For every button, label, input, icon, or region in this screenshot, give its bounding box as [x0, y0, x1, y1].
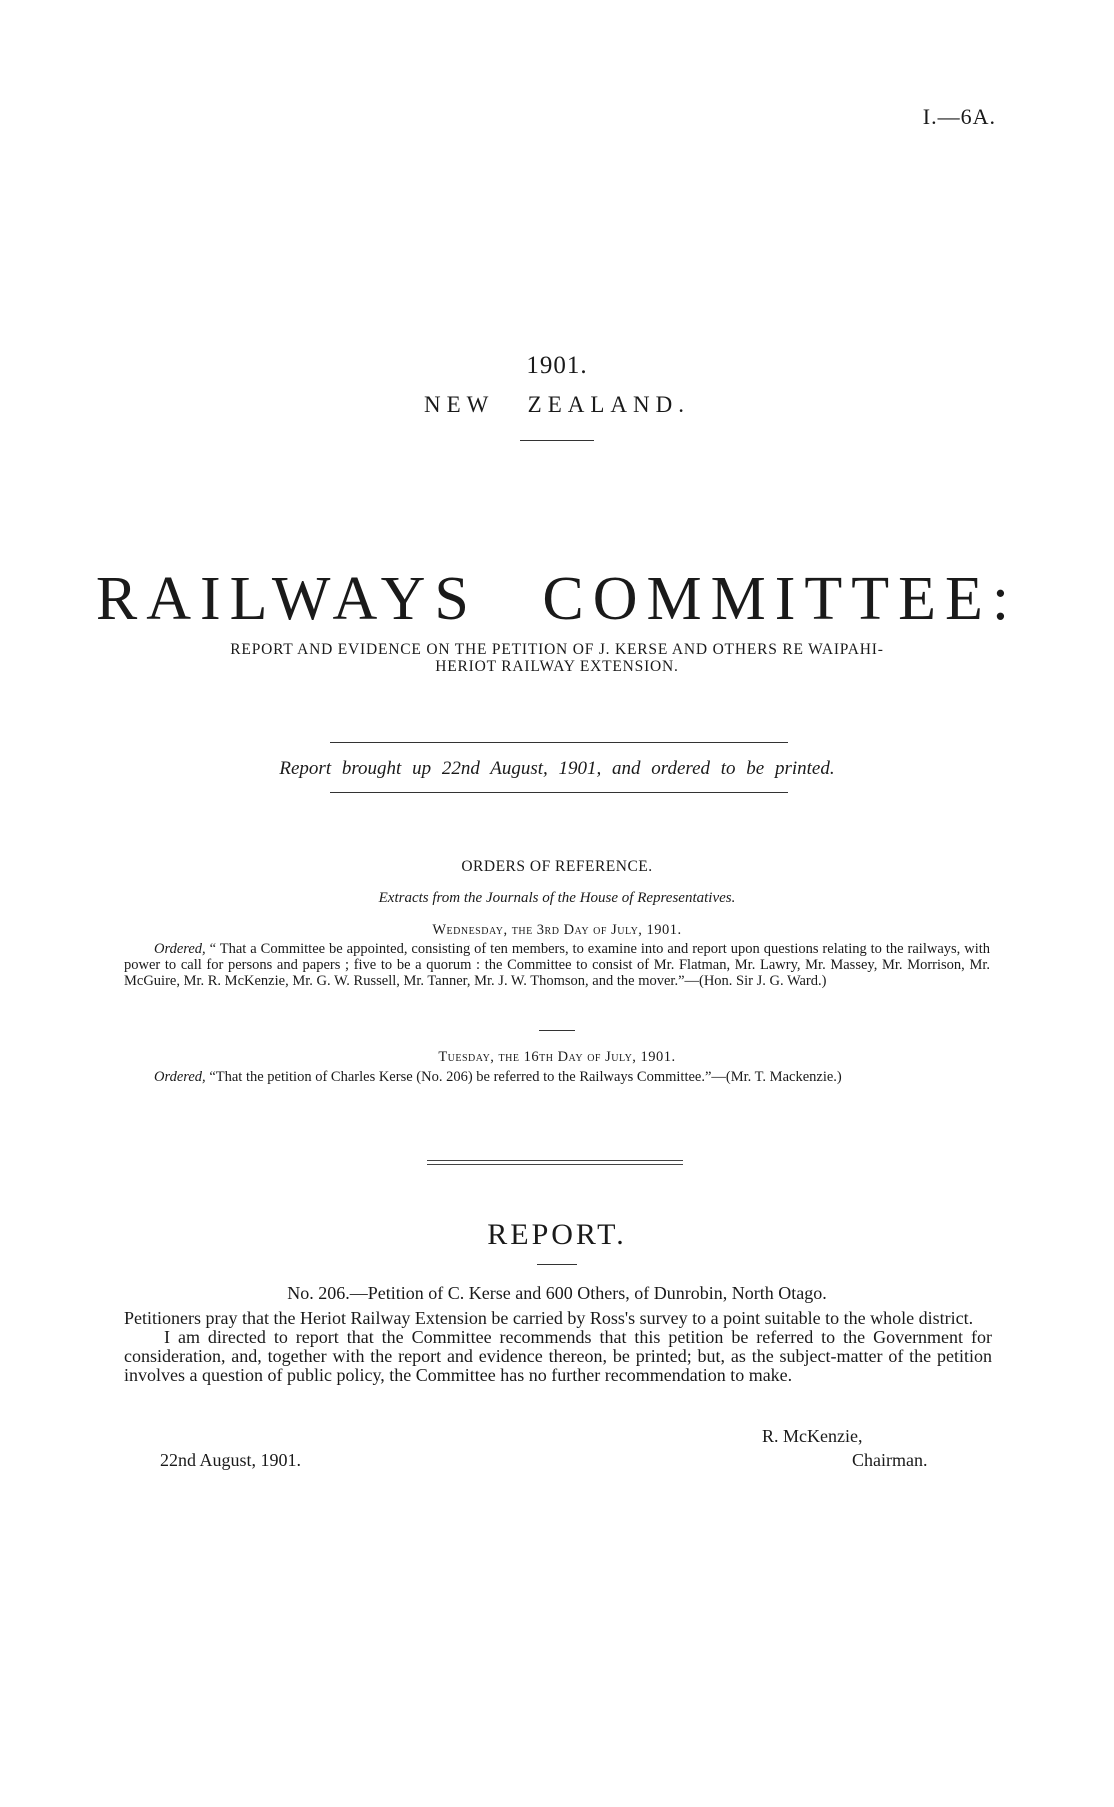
- document-title: RAILWAYS COMMITTEE:: [95, 565, 1019, 633]
- upper-rule: [330, 742, 788, 743]
- subtitle-line-1: REPORT AND EVIDENCE ON THE PETITION OF J. KERSE AND OTHERS RE WAIPAHI-: [230, 641, 884, 658]
- country-heading: NEW ZEALAND.: [423, 392, 691, 417]
- orders-of-reference-heading: ORDERS OF REFERENCE.: [461, 858, 653, 875]
- report-body: [124, 1309, 992, 1385]
- petition-line: No. 206.—Petition of C. Kerse and 600 Others, of Dunrobin, North Otago.: [287, 1283, 827, 1303]
- page-reference: I.—6A.: [922, 104, 996, 129]
- short-rule: [520, 440, 594, 441]
- signatory-role: Chairman.: [852, 1450, 928, 1470]
- ordered-label: Ordered,: [154, 941, 206, 957]
- document-year: 1901.: [526, 352, 588, 379]
- subtitle-line-2: HERIOT RAILWAY EXTENSION.: [435, 658, 679, 675]
- order-date-2: Tuesday, the 16th Day of July, 1901.: [438, 1049, 676, 1065]
- report-heading: REPORT.: [487, 1218, 627, 1251]
- report-brought-up-note: Report brought up 22nd August, 1901, and ordered to be printed.: [279, 758, 835, 779]
- order-entry-1: [124, 941, 990, 989]
- signatory-name: R. McKenzie,: [762, 1426, 863, 1446]
- report-rule: [537, 1264, 577, 1265]
- order-date-1: Wednesday, the 3rd Day of July, 1901.: [432, 922, 682, 938]
- section-double-rule: [427, 1160, 683, 1165]
- ordered-label: Ordered,: [154, 1069, 206, 1085]
- journal-extracts-note: Extracts from the Journals of the House of Representatives.: [378, 890, 736, 906]
- report-date: 22nd August, 1901.: [160, 1450, 302, 1470]
- document-subtitle: [0, 641, 1114, 675]
- order-entry-2: [124, 1069, 990, 1085]
- order-text-2: “That the petition of Charles Kerse (No. 206) be referred to the Railways Committee.”—(Mr. T. Mackenzie.): [209, 1069, 842, 1085]
- order-text-1: “ That a Committee be appointed, consisting of ten members, to examine into and report upon questions relating to the railways, with power to call for persons and papers ; five to be a quorum : the Committee to consist of Mr. Flatman, Mr. Lawry, Mr. Massey, Mr. Morrison, Mr. McGuire, Mr. R. McKenzie, Mr. G. W. Russell, Mr. Tanner, Mr. J. W. Thomson, and the mover.”—(Hon. Sir J. G. Ward.): [124, 941, 991, 989]
- order-separator: [539, 1030, 575, 1031]
- report-paragraph-1: Petitioners pray that the Heriot Railway Extension be carried by Ross's survey to a point suitable to the whole district.: [124, 1308, 974, 1328]
- lower-rule: [330, 792, 788, 793]
- report-paragraph-2: I am directed to report that the Committee recommends that this petition be referred to the Government for consideration, and, together with the report and evidence thereon, be printed; but, as the subject-matter of the petition involves a question of public policy, the Committee has no further recommendation to make.: [124, 1327, 992, 1385]
